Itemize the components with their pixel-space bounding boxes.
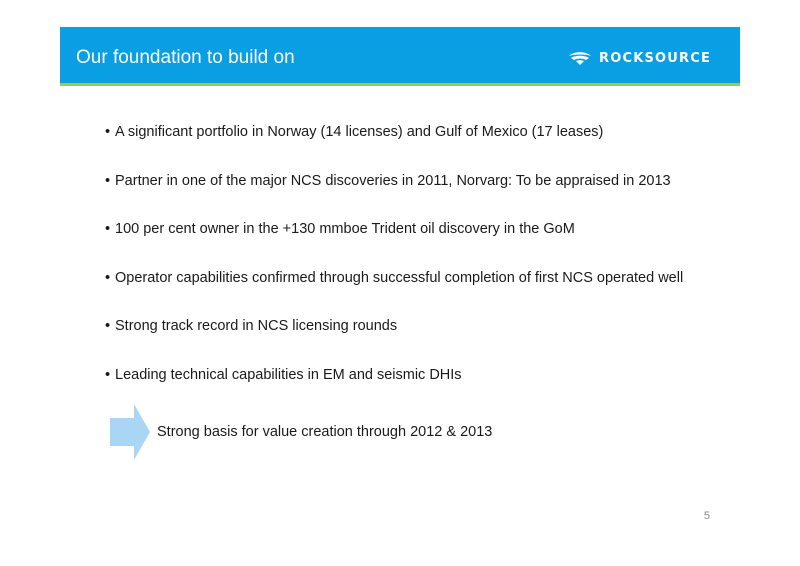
bullet-item (105, 315, 683, 364)
rocksource-logo-icon (567, 50, 593, 66)
page-number: 5 (703, 510, 710, 522)
header-accent-line (60, 83, 740, 86)
bullet-text: Strong track record in NCS licensing rounds (115, 318, 398, 334)
bullet-item (105, 170, 683, 219)
slide-header (60, 27, 740, 83)
logo-wordmark: ROCKSOURCE (599, 50, 712, 66)
bullet-text: A significant portfolio in Norway (14 licenses) and Gulf of Mexico (17 leases) (115, 124, 604, 140)
right-arrow-icon (110, 404, 150, 460)
bullet-text: Leading technical capabilities in EM and seismic DHIs (115, 366, 462, 383)
bullet-text: 100 per cent owner in the +130 mmboe Trident oil discovery in the GoM (115, 221, 575, 237)
bullet-item (105, 364, 683, 413)
bullet-list (105, 121, 683, 412)
bullet-marker: • (105, 318, 111, 334)
bullet-marker: • (105, 269, 111, 286)
bullet-marker: • (105, 366, 111, 383)
bullet-item (105, 267, 683, 316)
bullet-marker: • (105, 124, 111, 140)
bullet-text: Partner in one of the major NCS discoveries in 2011, Norvarg: To be appraised in 2013 (115, 172, 671, 189)
conclusion-text: Strong basis for value creation through 2012 & 2013 (157, 424, 493, 440)
rocksource-logo (567, 49, 711, 67)
bullet-item (105, 121, 683, 170)
bullet-marker: • (105, 172, 111, 189)
bullet-marker: • (105, 221, 111, 237)
bullet-text: Operator capabilities confirmed through successful completion of first NCS operated well (115, 269, 684, 286)
bullet-item (105, 218, 683, 267)
slide-title: Our foundation to build on (76, 47, 295, 68)
